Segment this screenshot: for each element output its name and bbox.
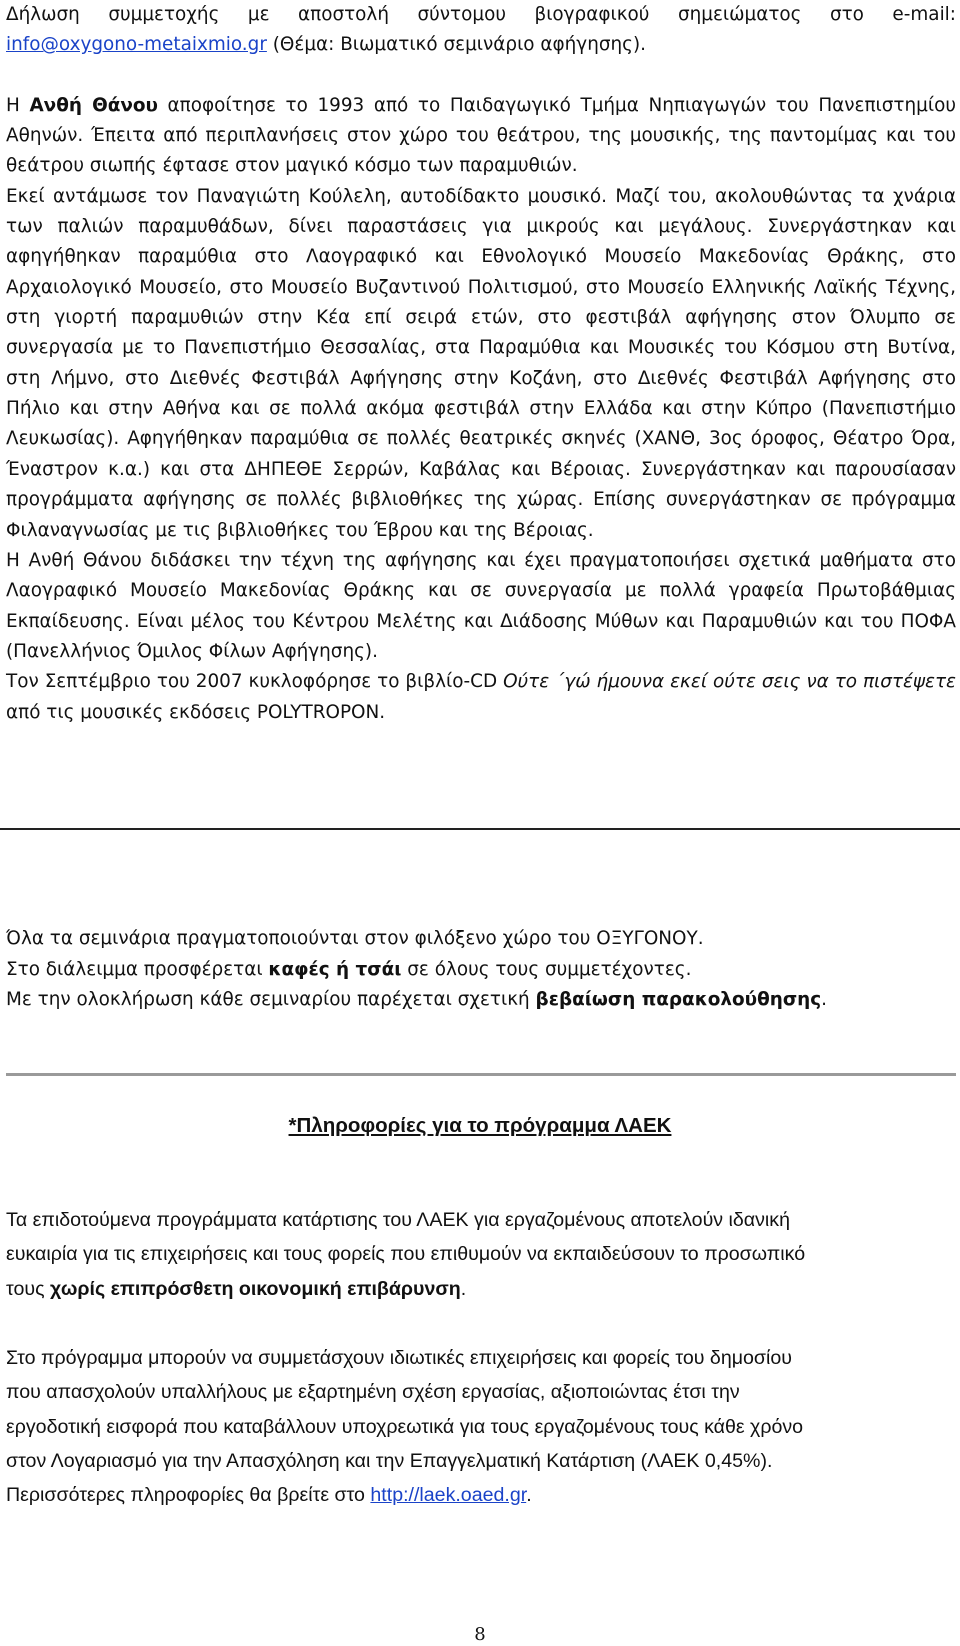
author-name: Ανθή Θάνου bbox=[29, 94, 158, 116]
bio-paragraph-2: Εκεί αντάμωσε τον Παναγιώτη Κούλελη, αυτοδίδακτο μουσικό. Μαζί του, ακολουθώντας τα χνάρια των παλιών παραμυθάδων, δίνει παραστάσεις για μικρούς και μεγάλους. Συνεργάστηκαν και αφηγήθηκαν παραμύθια στο Λαογραφικό και Εθνολογικό Μουσείο Μακεδονίας Θράκης, στο Αρχαιολογικό Μουσείο, στο Μουσείο Βυζαντινού Πολιτισμού, στο Μουσείο Ελληνικής Λαϊκής Τέχνης, στη γιορτή παραμυθιών στην Κέα επί σειρά ετών, στο φεστιβάλ αφήγησης στον Όλυμπο σε συνεργασία με το Πανεπιστήμιο Θεσσαλίας, στα Παραμύθια και Μουσικές του Κόσμου στη Βυτίνα, στη Λήμνο, στο Διεθνές Φεστιβάλ Αφήγησης στην Κοζάνη, στο Διεθνές Φεστιβάλ Αφήγησης στο Πήλιο και στην Αθήνα και σε πολλά ακόμα φεστιβάλ στην Ελλάδα και στην Κύπρο (Πανεπιστήμιο Λευκωσίας). Αφηγήθηκαν παραμύθια σε πολλές θεατρικές σκηνές (ΧΑΝΘ, 3ος όροφος, Θέατρο Όρα, Έναστρον κ.α.) και στα ΔΗΠΕΘΕ Σερρών, Καβάλας και Βέροιας. Συνεργάστηκαν και παρουσίασαν προγράμματα αφήγησης σε πολλές βιβλιοθήκες της χώρας. Επίσης συνεργάστηκαν σε πρόγραμμα Φιλαναγνωσίας με τις βιβλιοθήκες του Έβρου και της Βέροιας. bbox=[6, 185, 956, 541]
gray-divider bbox=[6, 1073, 956, 1076]
notes-line-venue: Όλα τα σεμινάρια πραγματοποιούνται στον φιλόξενο χώρο του ΟΞΥΓΟΝΟΥ. bbox=[6, 928, 704, 949]
notes-line-break: Στο διάλειμμα προσφέρεται καφές ή τσάι σε όλους τους συμμετέχοντες. bbox=[6, 958, 692, 980]
registration-email-line: info@oxygono-metaixmio.gr (Θέμα: Βιωματικό σεμινάριο αφήγησης). bbox=[6, 34, 646, 56]
registration-line: Δήλωση συμμετοχής με αποστολή σύντομου βιογραφικού σημειώματος στο e-mail: bbox=[6, 4, 956, 25]
page-number: 8 bbox=[474, 1624, 486, 1645]
email-link[interactable]: info@oxygono-metaixmio.gr bbox=[6, 34, 267, 56]
bio-section bbox=[6, 0, 956, 728]
laek-title: *Πληροφορίες για το πρόγραμμα ΛΑΕΚ bbox=[288, 1114, 672, 1137]
bio-paragraph-1: Η Ανθή Θάνου αποφοίτησε το 1993 από το Παιδαγωγικό Τμήμα Νηπιαγωγών του Πανεπιστημίου Αθηνών. Έπειτα από περιπλανήσεις στον χώρο του θεάτρου, της μουσικής, της παντομίμας και του θεάτρου σιωπής έφτασε στον μαγικό κόσμο των παραμυθιών. bbox=[6, 94, 956, 177]
spacer bbox=[6, 61, 956, 91]
notes-line-certificate: Με την ολοκλήρωση κάθε σεμιναρίου παρέχεται σχετική βεβαίωση παρακολούθησης. bbox=[6, 989, 827, 1010]
section-divider bbox=[0, 828, 960, 830]
book-title: Ούτε ΄γώ ήμουνα εκεί ούτε σεις να το πιστέψετε bbox=[503, 671, 956, 693]
laek-paragraph-1: Τα επιδοτούμενα προγράμματα κατάρτισης του ΛΑΕΚ για εργαζομένους αποτελούν ιδανική ευκαιρία για τις επιχειρήσεις και τους φορείς που επιθυμούν να εκπαιδεύσουν το προσωπικό τους χωρίς επιπρόσθετη οικονομική επιβάρυνση. bbox=[6, 1209, 806, 1300]
laek-link[interactable]: http://laek.oaed.gr bbox=[370, 1484, 527, 1507]
seminar-notes bbox=[6, 924, 956, 1016]
bio-paragraph-3: Η Ανθή Θάνου διδάσκει την τέχνη της αφήγησης και έχει πραγματοποιήσει σχετικά μαθήματα στο Λαογραφικό Μουσείο Μακεδονίας Θράκης και σε συνεργασία με πολλά γραφεία Πρωτοβάθμιας Εκπαίδευσης. Είναι μέλος του Κέντρου Μελέτης και Διάδοσης Μύθων και Παραμυθιών και του ΠΟΦΑ (Πανελλήνιος Όμιλος Φίλων Αφήγησης). bbox=[6, 549, 956, 662]
bio-paragraph-4: Τον Σεπτέμβριο του 2007 κυκλοφόρησε το βιβλίο-CD Ούτε ΄γώ ήμουνα εκεί ούτε σεις να το πιστέψετε από τις μουσικές εκδόσεις POLYTROPON. bbox=[6, 671, 956, 723]
laek-paragraph-2: Στο πρόγραμμα μπορούν να συμμετάσχουν ιδιωτικές επιχειρήσεις και φορείς του δημοσίου που απασχολούν υπαλλήλους με εξαρτημένη σχέση εργασίας, αξιοποιώντας έτσι την εργοδοτική εισφορά που καταβάλλουν υποχρεωτικά για τους εργαζομένους τους κάθε χρόνο στον Λογαριασμό για την Απασχόληση και την Επαγγελματική Κατάρτιση (ΛΑΕΚ 0,45%). Περισσότερες πληροφορίες θα βρείτε στο http://laek.oaed.gr. bbox=[6, 1347, 804, 1507]
